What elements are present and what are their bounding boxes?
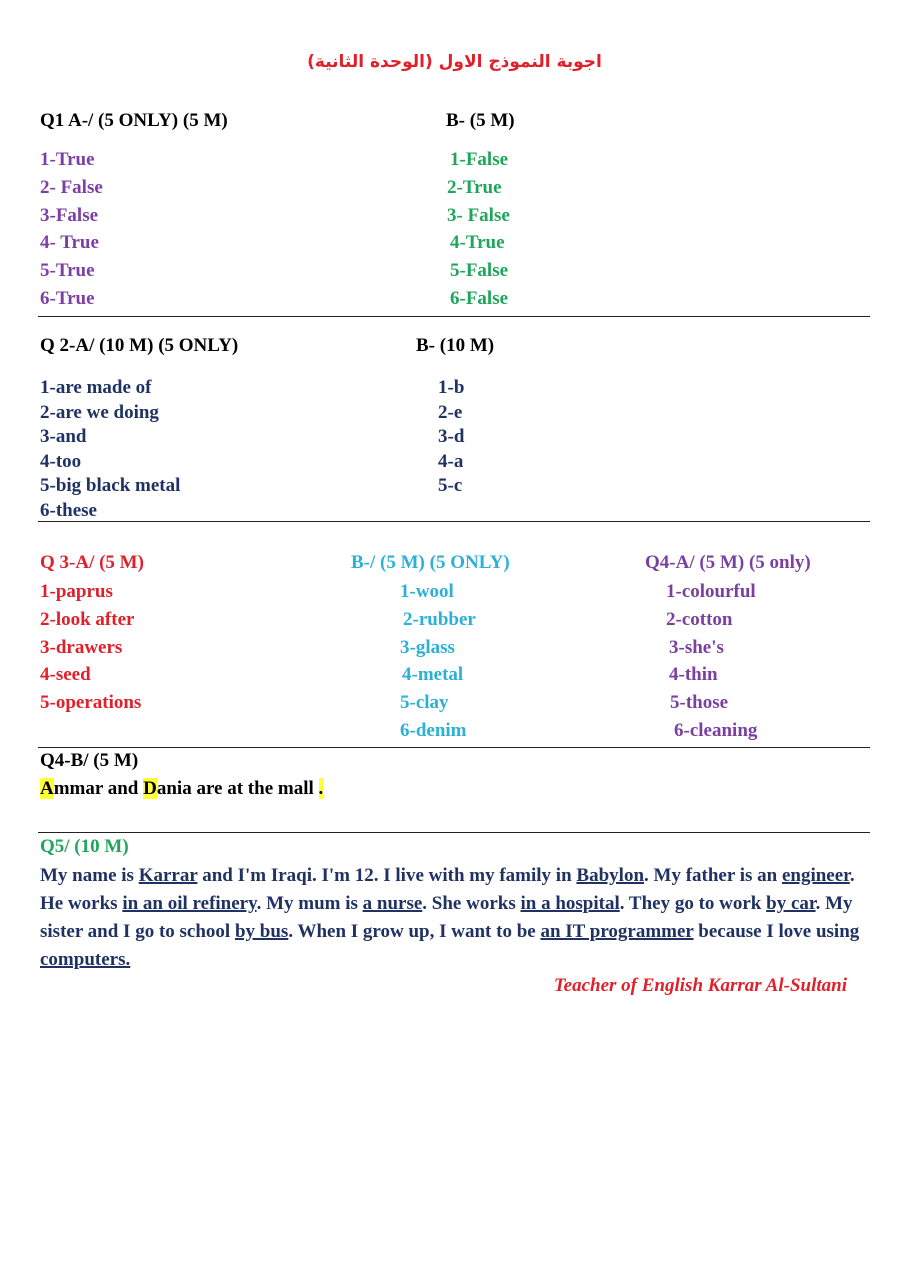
underlined-answer: by car: [766, 893, 816, 914]
q1-b-header: B- (5 M): [446, 110, 515, 131]
list-item: 5-False: [450, 260, 509, 282]
highlighted-period: .: [318, 778, 324, 799]
paragraph-text: . She works: [422, 893, 521, 914]
list-item: 4-True: [450, 232, 505, 254]
list-item: 5-those: [670, 692, 729, 714]
q2-a-list: [40, 376, 180, 524]
q1-a-list: [40, 146, 103, 313]
paragraph-text: . My sister and I go to school: [40, 893, 853, 942]
list-item: 4-metal: [402, 664, 464, 686]
paragraph-text: because I love using: [693, 921, 860, 942]
list-item: 4- True: [40, 232, 99, 254]
list-item: 5-True: [40, 260, 95, 282]
list-item: 6-denim: [400, 719, 467, 741]
list-item: 3-and: [40, 426, 87, 448]
list-item: 1-True: [40, 149, 95, 170]
paragraph-text: and I'm Iraqi. I'm 12. I live with my family in: [197, 865, 577, 886]
list-item: 3-d: [438, 426, 465, 448]
section-divider: [38, 747, 870, 748]
list-item: 5-operations: [40, 692, 142, 714]
paragraph-text: . My father is an: [644, 865, 782, 886]
list-item: 3-glass: [400, 636, 455, 658]
list-item: 6-False: [450, 287, 509, 309]
paragraph-text: . When I grow up, I want to be: [288, 921, 541, 942]
underlined-answer: Karrar: [138, 865, 198, 886]
list-item: 3-drawers: [40, 636, 123, 658]
list-item: 6-cleaning: [674, 719, 758, 741]
underlined-answer: engineer: [781, 865, 850, 886]
section-divider: [38, 316, 870, 317]
list-item: 4-too: [40, 450, 82, 472]
list-item: 5-clay: [400, 692, 449, 714]
list-item: 4-a: [438, 450, 464, 472]
list-item: 1-wool: [400, 581, 454, 602]
teacher-signature: Teacher of English Karrar Al-Sultani: [553, 975, 847, 996]
q4-b-header: Q4-B/ (5 M): [40, 750, 139, 771]
sentence-text: mmar and: [53, 778, 144, 799]
list-item: 2-cotton: [666, 608, 733, 630]
list-item: 2-rubber: [403, 608, 476, 630]
list-item: 6-these: [40, 499, 97, 521]
underlined-answer: computers.: [40, 949, 131, 970]
q2-b-header: B- (10 M): [416, 335, 495, 356]
underlined-answer: in a hospital: [520, 893, 620, 914]
highlighted-letter: D: [143, 778, 157, 799]
underlined-answer: in an oil refinery: [122, 893, 257, 914]
paragraph-text: . My mum is: [256, 893, 363, 914]
underlined-answer: Babylon: [576, 865, 645, 886]
list-item: 1-b: [438, 377, 465, 398]
list-item: 4-seed: [40, 664, 91, 686]
paragraph-text: . They go to work: [619, 893, 767, 914]
q4-a-header: Q4-A/ (5 M) (5 only): [645, 552, 811, 573]
q3-b-header: B-/ (5 M) (5 ONLY): [351, 552, 510, 573]
paragraph-text: . He works: [40, 865, 855, 914]
section-divider: [38, 521, 870, 522]
list-item: 3-False: [40, 204, 99, 226]
list-item: 6-True: [40, 287, 95, 309]
q2-a-header: Q 2-A/ (10 M) (5 ONLY): [40, 335, 239, 356]
q5-header: Q5/ (10 M): [40, 836, 129, 857]
q1-b-list: [447, 146, 510, 313]
highlighted-letter: A: [40, 778, 54, 799]
q4-a-list: [666, 578, 757, 745]
list-item: 2-are we doing: [40, 401, 159, 423]
list-item: 3-she's: [669, 636, 724, 658]
paragraph-text: My name is: [40, 865, 139, 886]
list-item: 2-look after: [40, 608, 135, 630]
q5-paragraph: [40, 862, 870, 974]
list-item: 1-colourful: [666, 581, 756, 602]
list-item: 2-e: [438, 401, 463, 423]
list-item: 5-c: [438, 475, 463, 497]
underlined-answer: an IT programmer: [540, 921, 694, 942]
sentence-text: ania are at the mall: [156, 778, 319, 799]
list-item: 2- False: [40, 176, 103, 198]
page-title: اجوبة النموذج الاول (الوحدة الثانية): [307, 52, 602, 72]
list-item: 1-paprus: [40, 581, 113, 602]
list-item: 3- False: [447, 204, 510, 226]
list-item: 1-False: [450, 149, 509, 170]
q3-b-list: [400, 578, 476, 745]
list-item: 2-True: [447, 176, 502, 198]
list-item: 1-are made of: [40, 377, 152, 398]
underlined-answer: by bus: [234, 921, 289, 942]
q3-a-list: [40, 578, 141, 717]
list-item: 4-thin: [669, 664, 718, 686]
underlined-answer: a nurse: [362, 893, 423, 914]
q2-b-list: [438, 376, 464, 499]
q3-a-header: Q 3-A/ (5 M): [40, 552, 144, 573]
list-item: 5-big black metal: [40, 475, 181, 497]
q1-a-header: Q1 A-/ (5 ONLY) (5 M): [40, 110, 228, 131]
section-divider: [38, 832, 870, 833]
q4-b-sentence: [40, 778, 323, 800]
